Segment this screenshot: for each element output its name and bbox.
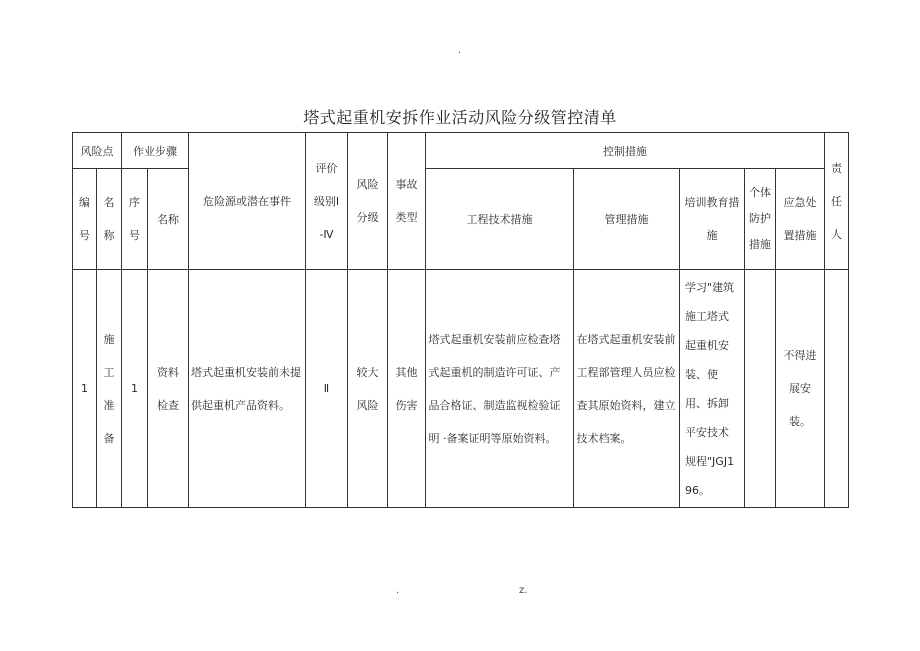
header-hazard: 危险源或潜在事件 xyxy=(189,133,306,270)
header-emergency: 应急处置措施 xyxy=(776,169,825,270)
row-emergency: 不得进展安装。 xyxy=(776,270,825,508)
header-work-step: 作业步骤 xyxy=(122,133,189,169)
header-control-measures: 控制措施 xyxy=(426,133,825,169)
risk-control-table xyxy=(72,132,849,508)
header-code: 编号 xyxy=(73,169,97,270)
table-row xyxy=(73,270,849,508)
header-row-1 xyxy=(73,133,849,169)
row-responsible xyxy=(825,270,849,508)
row-accident-type: 其他伤害 xyxy=(388,270,426,508)
row-code: 1 xyxy=(73,270,97,508)
header-risk-point: 风险点 xyxy=(73,133,122,169)
header-evaluation-level: 评价级别Ⅰ-Ⅳ xyxy=(306,133,348,270)
header-seq: 序号 xyxy=(122,169,148,270)
row-step-name: 资料检查 xyxy=(148,270,189,508)
row-engineering: 塔式起重机安装前应检查塔式起重机的制造许可证、产品合格证、制造监视检验证明 ·备案证明等原始资料。 xyxy=(426,270,574,508)
row-level: Ⅱ xyxy=(306,270,348,508)
footer-left-mark: . xyxy=(396,585,400,596)
row-ppe xyxy=(745,270,776,508)
top-mark: . xyxy=(458,45,462,56)
row-risk-grade: 较大风险 xyxy=(348,270,388,508)
page-title: 塔式起重机安拆作业活动风险分级管控清单 xyxy=(303,108,617,127)
header-step-name: 名称 xyxy=(148,169,189,270)
header-accident-type: 事故类型 xyxy=(388,133,426,270)
header-risk-grade: 风险分级 xyxy=(348,133,388,270)
row-seq: 1 xyxy=(122,270,148,508)
header-management: 管理措施 xyxy=(574,169,680,270)
footer-right-mark: z. xyxy=(519,585,528,596)
row-training: 学习"建筑施工塔式起重机安装、使用、拆卸平安技术规程"JGJ196。 xyxy=(680,270,745,508)
row-management: 在塔式起重机安装前工程部管理人员应检查其原始资料，建立技术档案。 xyxy=(574,270,680,508)
row-hazard: 塔式起重机安装前未提供起重机产品资料。 xyxy=(189,270,306,508)
header-responsible: 责任人 xyxy=(825,133,849,270)
row-name: 施工准备 xyxy=(97,270,122,508)
header-engineering: 工程技术措施 xyxy=(426,169,574,270)
header-training: 培训教育措施 xyxy=(680,169,745,270)
header-name: 名称 xyxy=(97,169,122,270)
header-ppe: 个体防护措施 xyxy=(745,169,776,270)
